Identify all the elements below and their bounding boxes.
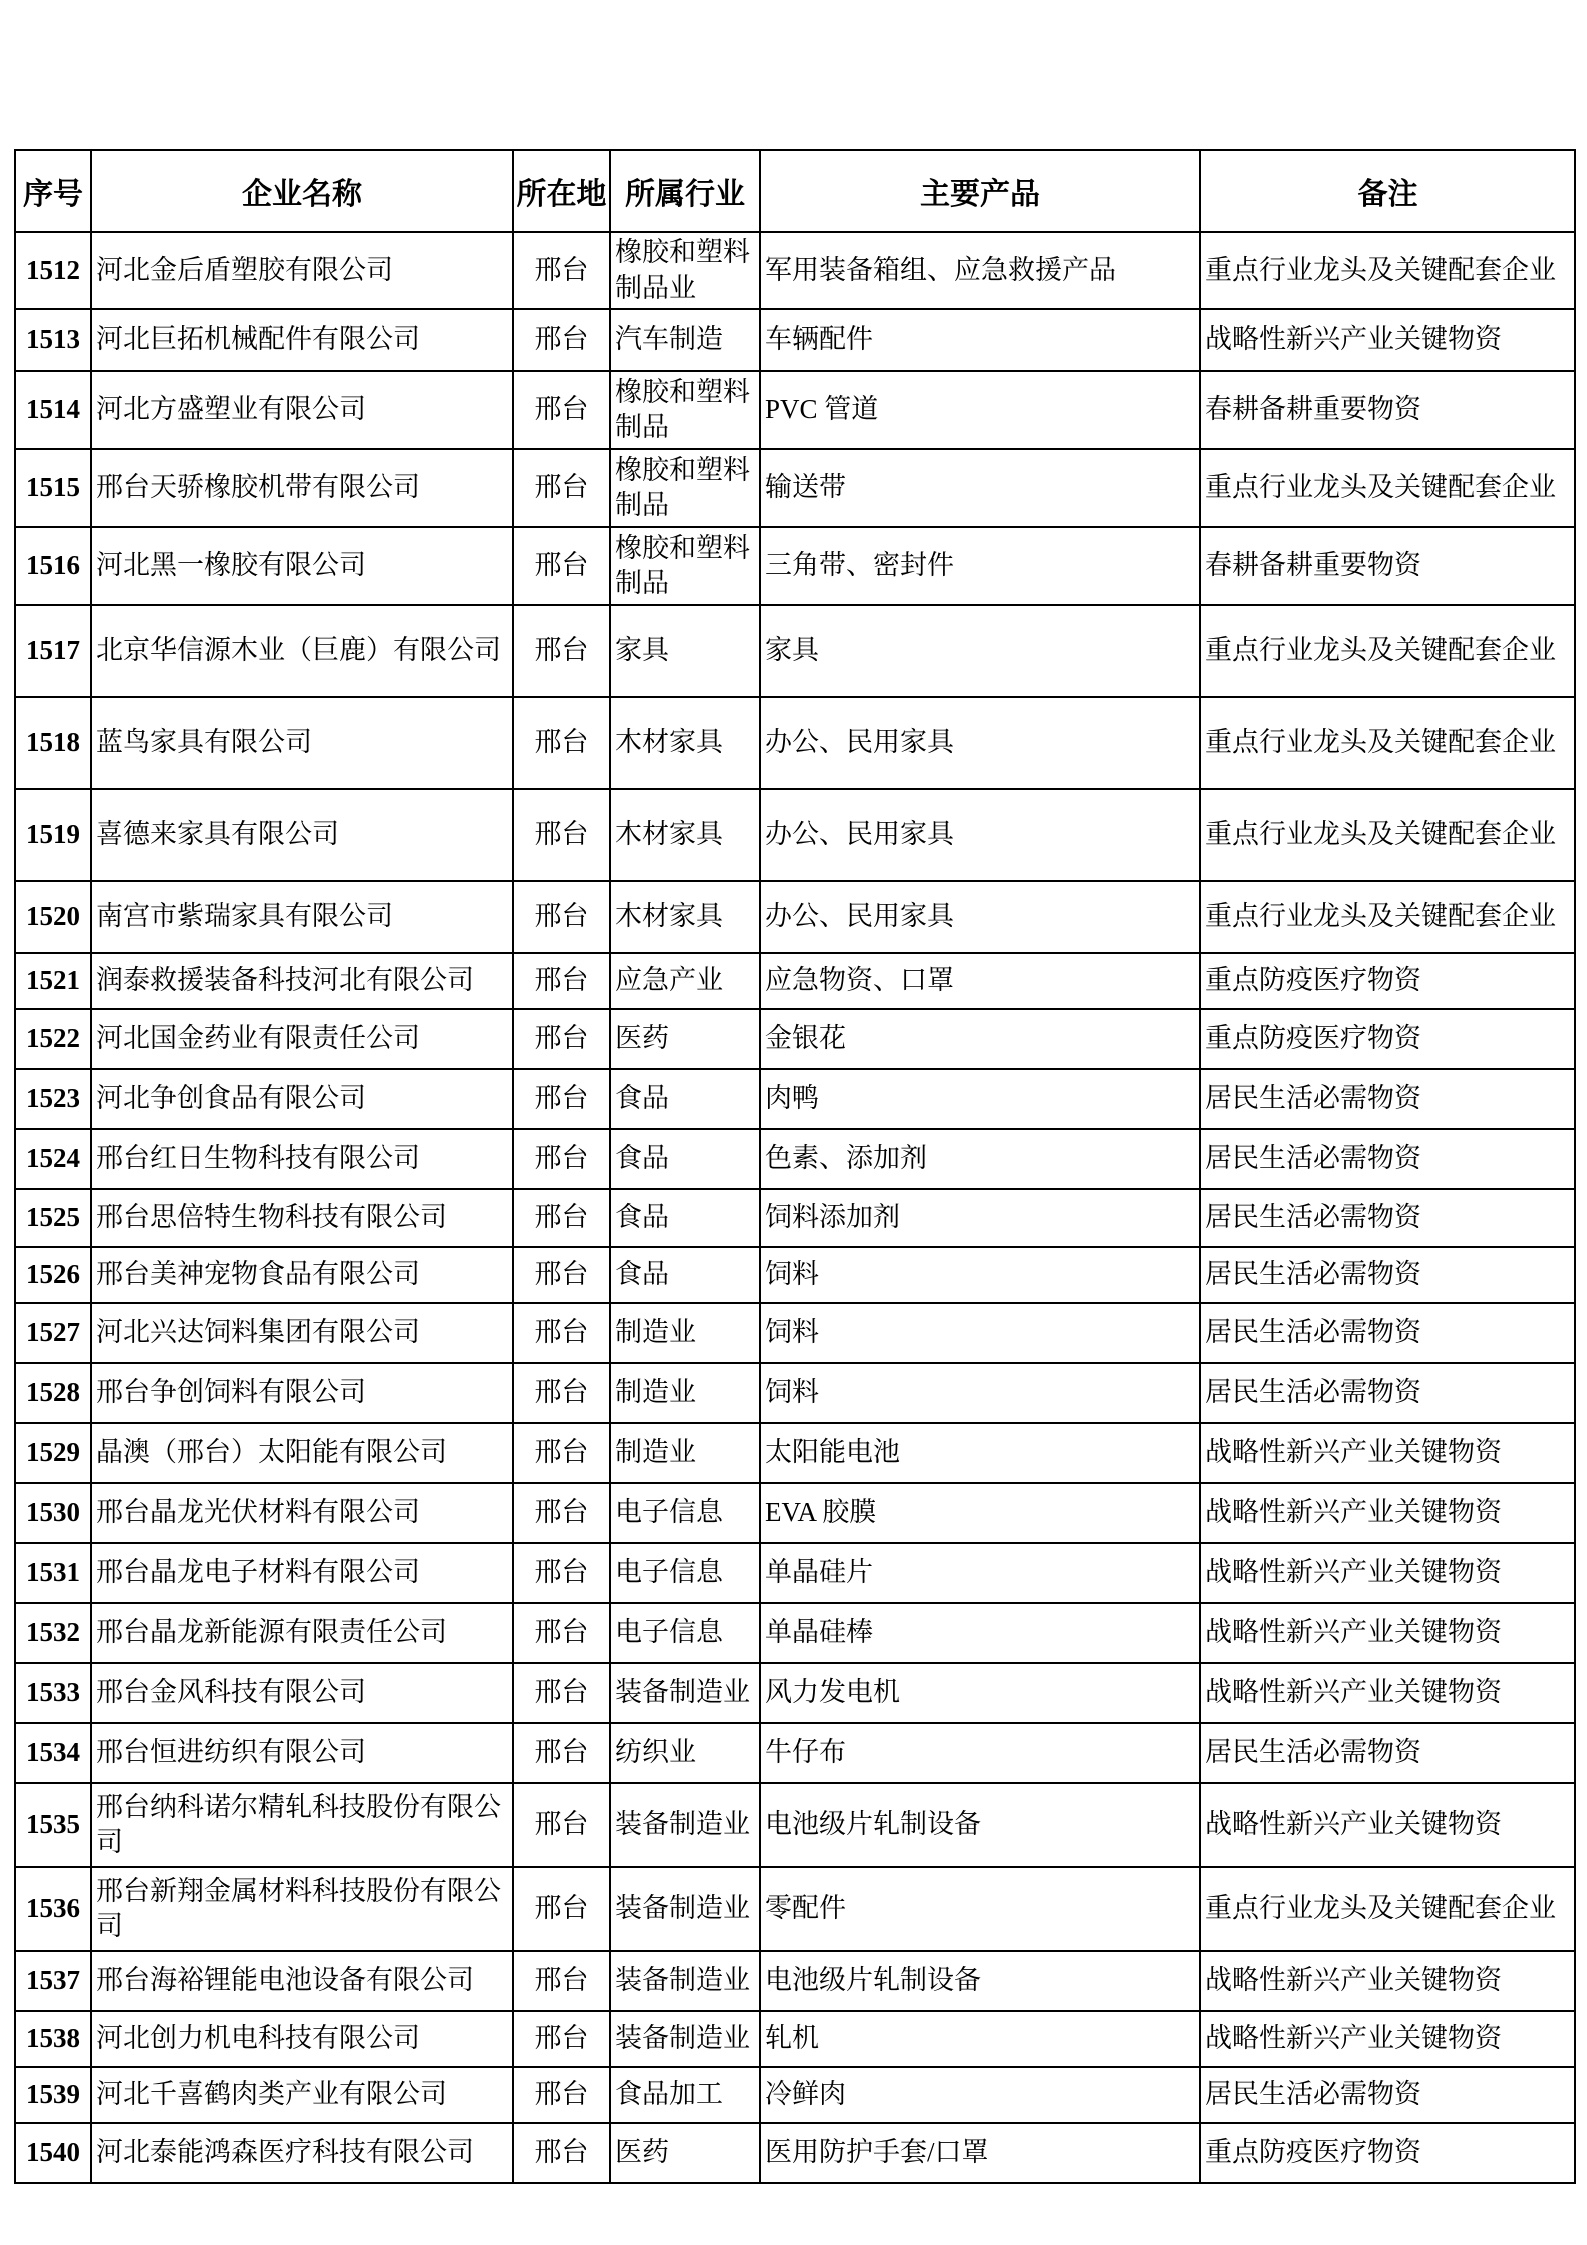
table-row [15, 232, 1575, 309]
table-row [15, 1723, 1575, 1783]
cell-industry: 装备制造业 [610, 1783, 760, 1867]
cell-no: 1537 [15, 1951, 91, 2011]
cell-name: 邢台晶龙电子材料有限公司 [91, 1543, 513, 1603]
cell-no: 1532 [15, 1603, 91, 1663]
cell-location: 邢台 [513, 449, 610, 527]
cell-location: 邢台 [513, 1951, 610, 2011]
table-row [15, 1363, 1575, 1423]
table-row [15, 953, 1575, 1009]
cell-industry: 橡胶和塑料制品 [610, 527, 760, 605]
cell-location: 邢台 [513, 605, 610, 697]
cell-location: 邢台 [513, 1483, 610, 1543]
cell-name: 邢台纳科诺尔精轧科技股份有限公司 [91, 1783, 513, 1867]
column-header-products: 主要产品 [760, 150, 1200, 232]
cell-no: 1525 [15, 1189, 91, 1247]
cell-industry: 食品加工 [610, 2067, 760, 2123]
cell-name: 河北创力机电科技有限公司 [91, 2011, 513, 2067]
cell-industry: 汽车制造 [610, 309, 760, 371]
table-row [15, 2123, 1575, 2183]
cell-remark: 战略性新兴产业关键物资 [1200, 1951, 1575, 2011]
table-body [15, 232, 1575, 2183]
cell-location: 邢台 [513, 881, 610, 953]
cell-no: 1515 [15, 449, 91, 527]
cell-location: 邢台 [513, 371, 610, 449]
cell-name: 南宫市紫瑞家具有限公司 [91, 881, 513, 953]
table-row [15, 1663, 1575, 1723]
cell-location: 邢台 [513, 309, 610, 371]
cell-name: 邢台争创饲料有限公司 [91, 1363, 513, 1423]
cell-industry: 纺织业 [610, 1723, 760, 1783]
cell-name: 喜德来家具有限公司 [91, 789, 513, 881]
table-row [15, 1247, 1575, 1303]
table-row [15, 371, 1575, 449]
cell-remark: 重点行业龙头及关键配套企业 [1200, 789, 1575, 881]
cell-industry: 橡胶和塑料制品 [610, 371, 760, 449]
cell-remark: 战略性新兴产业关键物资 [1200, 1783, 1575, 1867]
table-row [15, 527, 1575, 605]
cell-location: 邢台 [513, 789, 610, 881]
table-row [15, 697, 1575, 789]
cell-remark: 战略性新兴产业关键物资 [1200, 2011, 1575, 2067]
cell-products: 金银花 [760, 1009, 1200, 1069]
cell-no: 1534 [15, 1723, 91, 1783]
cell-location: 邢台 [513, 1189, 610, 1247]
column-header-industry: 所属行业 [610, 150, 760, 232]
cell-no: 1513 [15, 309, 91, 371]
cell-remark: 战略性新兴产业关键物资 [1200, 1543, 1575, 1603]
table-row [15, 1543, 1575, 1603]
cell-location: 邢台 [513, 1663, 610, 1723]
table-row [15, 449, 1575, 527]
cell-industry: 医药 [610, 1009, 760, 1069]
cell-industry: 木材家具 [610, 789, 760, 881]
cell-location: 邢台 [513, 697, 610, 789]
column-header-location: 所在地 [513, 150, 610, 232]
cell-no: 1521 [15, 953, 91, 1009]
cell-remark: 春耕备耕重要物资 [1200, 527, 1575, 605]
cell-name: 邢台金风科技有限公司 [91, 1663, 513, 1723]
cell-industry: 木材家具 [610, 697, 760, 789]
cell-industry: 电子信息 [610, 1483, 760, 1543]
cell-name: 蓝鸟家具有限公司 [91, 697, 513, 789]
cell-products: 三角带、密封件 [760, 527, 1200, 605]
cell-remark: 战略性新兴产业关键物资 [1200, 1603, 1575, 1663]
table-row [15, 1867, 1575, 1951]
cell-products: 饲料添加剂 [760, 1189, 1200, 1247]
cell-remark: 重点行业龙头及关键配套企业 [1200, 449, 1575, 527]
column-header-no: 序号 [15, 150, 91, 232]
cell-location: 邢台 [513, 1247, 610, 1303]
column-header-name: 企业名称 [91, 150, 513, 232]
cell-location: 邢台 [513, 1363, 610, 1423]
cell-remark: 战略性新兴产业关键物资 [1200, 1423, 1575, 1483]
table-row [15, 1783, 1575, 1867]
cell-name: 邢台晶龙光伏材料有限公司 [91, 1483, 513, 1543]
cell-products: 饲料 [760, 1303, 1200, 1363]
cell-remark: 重点行业龙头及关键配套企业 [1200, 232, 1575, 309]
cell-remark: 居民生活必需物资 [1200, 1723, 1575, 1783]
cell-remark: 重点防疫医疗物资 [1200, 1009, 1575, 1069]
cell-name: 河北巨拓机械配件有限公司 [91, 309, 513, 371]
cell-no: 1519 [15, 789, 91, 881]
cell-location: 邢台 [513, 1009, 610, 1069]
cell-remark: 居民生活必需物资 [1200, 1189, 1575, 1247]
cell-location: 邢台 [513, 2011, 610, 2067]
cell-no: 1516 [15, 527, 91, 605]
cell-industry: 制造业 [610, 1303, 760, 1363]
cell-no: 1512 [15, 232, 91, 309]
cell-industry: 食品 [610, 1129, 760, 1189]
table-row [15, 1423, 1575, 1483]
cell-name: 河北争创食品有限公司 [91, 1069, 513, 1129]
cell-products: 家具 [760, 605, 1200, 697]
table-row [15, 2067, 1575, 2123]
cell-products: 风力发电机 [760, 1663, 1200, 1723]
cell-remark: 重点防疫医疗物资 [1200, 953, 1575, 1009]
cell-name: 邢台天骄橡胶机带有限公司 [91, 449, 513, 527]
cell-industry: 橡胶和塑料制品 [610, 449, 760, 527]
cell-products: 输送带 [760, 449, 1200, 527]
cell-no: 1530 [15, 1483, 91, 1543]
cell-location: 邢台 [513, 1783, 610, 1867]
cell-no: 1514 [15, 371, 91, 449]
cell-products: 办公、民用家具 [760, 789, 1200, 881]
cell-remark: 居民生活必需物资 [1200, 1303, 1575, 1363]
cell-location: 邢台 [513, 1723, 610, 1783]
table-row [15, 1129, 1575, 1189]
cell-name: 邢台美神宠物食品有限公司 [91, 1247, 513, 1303]
cell-remark: 战略性新兴产业关键物资 [1200, 1663, 1575, 1723]
cell-location: 邢台 [513, 1303, 610, 1363]
cell-industry: 应急产业 [610, 953, 760, 1009]
table-row [15, 1483, 1575, 1543]
cell-no: 1523 [15, 1069, 91, 1129]
cell-no: 1526 [15, 1247, 91, 1303]
cell-name: 河北方盛塑业有限公司 [91, 371, 513, 449]
cell-industry: 装备制造业 [610, 1951, 760, 2011]
cell-remark: 居民生活必需物资 [1200, 1247, 1575, 1303]
cell-name: 邢台新翔金属材料科技股份有限公司 [91, 1867, 513, 1951]
cell-industry: 制造业 [610, 1423, 760, 1483]
cell-location: 邢台 [513, 1069, 610, 1129]
cell-name: 河北兴达饲料集团有限公司 [91, 1303, 513, 1363]
cell-no: 1533 [15, 1663, 91, 1723]
cell-industry: 装备制造业 [610, 1867, 760, 1951]
document-page [14, 149, 1576, 2184]
cell-products: 冷鲜肉 [760, 2067, 1200, 2123]
table-row [15, 1189, 1575, 1247]
cell-products: 牛仔布 [760, 1723, 1200, 1783]
cell-no: 1524 [15, 1129, 91, 1189]
cell-products: 肉鸭 [760, 1069, 1200, 1129]
cell-no: 1518 [15, 697, 91, 789]
cell-name: 邢台海裕锂能电池设备有限公司 [91, 1951, 513, 2011]
table-row [15, 789, 1575, 881]
cell-industry: 制造业 [610, 1363, 760, 1423]
table-row [15, 1009, 1575, 1069]
cell-no: 1538 [15, 2011, 91, 2067]
cell-name: 河北泰能鸿森医疗科技有限公司 [91, 2123, 513, 2183]
cell-products: 车辆配件 [760, 309, 1200, 371]
cell-remark: 重点行业龙头及关键配套企业 [1200, 881, 1575, 953]
table-row [15, 2011, 1575, 2067]
cell-products: 医用防护手套/口罩 [760, 2123, 1200, 2183]
cell-remark: 战略性新兴产业关键物资 [1200, 309, 1575, 371]
cell-no: 1539 [15, 2067, 91, 2123]
cell-industry: 医药 [610, 2123, 760, 2183]
table-row [15, 1951, 1575, 2011]
cell-name: 邢台红日生物科技有限公司 [91, 1129, 513, 1189]
cell-no: 1536 [15, 1867, 91, 1951]
cell-industry: 食品 [610, 1247, 760, 1303]
cell-name: 河北千喜鹤肉类产业有限公司 [91, 2067, 513, 2123]
cell-name: 润泰救援装备科技河北有限公司 [91, 953, 513, 1009]
cell-products: 零配件 [760, 1867, 1200, 1951]
table-row [15, 605, 1575, 697]
cell-no: 1522 [15, 1009, 91, 1069]
cell-name: 邢台恒进纺织有限公司 [91, 1723, 513, 1783]
cell-name: 河北黑一橡胶有限公司 [91, 527, 513, 605]
cell-no: 1529 [15, 1423, 91, 1483]
cell-industry: 装备制造业 [610, 1663, 760, 1723]
cell-no: 1527 [15, 1303, 91, 1363]
cell-industry: 装备制造业 [610, 2011, 760, 2067]
cell-remark: 重点行业龙头及关键配套企业 [1200, 697, 1575, 789]
cell-remark: 战略性新兴产业关键物资 [1200, 1483, 1575, 1543]
cell-remark: 重点行业龙头及关键配套企业 [1200, 605, 1575, 697]
cell-location: 邢台 [513, 1543, 610, 1603]
cell-products: 色素、添加剂 [760, 1129, 1200, 1189]
cell-location: 邢台 [513, 232, 610, 309]
enterprise-table [14, 149, 1576, 2184]
cell-products: 办公、民用家具 [760, 697, 1200, 789]
cell-products: 单晶硅棒 [760, 1603, 1200, 1663]
cell-name: 邢台思倍特生物科技有限公司 [91, 1189, 513, 1247]
cell-location: 邢台 [513, 1129, 610, 1189]
cell-industry: 家具 [610, 605, 760, 697]
cell-name: 邢台晶龙新能源有限责任公司 [91, 1603, 513, 1663]
cell-industry: 电子信息 [610, 1543, 760, 1603]
cell-no: 1531 [15, 1543, 91, 1603]
cell-products: 饲料 [760, 1363, 1200, 1423]
cell-industry: 橡胶和塑料制品业 [610, 232, 760, 309]
cell-remark: 春耕备耕重要物资 [1200, 371, 1575, 449]
column-header-remark: 备注 [1200, 150, 1575, 232]
cell-products: 轧机 [760, 2011, 1200, 2067]
cell-products: 电池级片轧制设备 [760, 1783, 1200, 1867]
cell-location: 邢台 [513, 1603, 610, 1663]
table-row [15, 1303, 1575, 1363]
cell-industry: 食品 [610, 1189, 760, 1247]
cell-products: 军用装备箱组、应急救援产品 [760, 232, 1200, 309]
cell-location: 邢台 [513, 1867, 610, 1951]
cell-products: PVC 管道 [760, 371, 1200, 449]
cell-products: 单晶硅片 [760, 1543, 1200, 1603]
cell-products: 应急物资、口罩 [760, 953, 1200, 1009]
table-row [15, 1069, 1575, 1129]
cell-name: 河北金后盾塑胶有限公司 [91, 232, 513, 309]
cell-location: 邢台 [513, 1423, 610, 1483]
cell-name: 晶澳（邢台）太阳能有限公司 [91, 1423, 513, 1483]
cell-no: 1517 [15, 605, 91, 697]
cell-products: EVA 胶膜 [760, 1483, 1200, 1543]
cell-name: 北京华信源木业（巨鹿）有限公司 [91, 605, 513, 697]
cell-remark: 居民生活必需物资 [1200, 1363, 1575, 1423]
cell-name: 河北国金药业有限责任公司 [91, 1009, 513, 1069]
cell-no: 1540 [15, 2123, 91, 2183]
cell-products: 太阳能电池 [760, 1423, 1200, 1483]
cell-no: 1535 [15, 1783, 91, 1867]
cell-no: 1520 [15, 881, 91, 953]
table-row [15, 309, 1575, 371]
cell-products: 电池级片轧制设备 [760, 1951, 1200, 2011]
cell-industry: 木材家具 [610, 881, 760, 953]
cell-products: 饲料 [760, 1247, 1200, 1303]
table-row [15, 881, 1575, 953]
cell-remark: 重点行业龙头及关键配套企业 [1200, 1867, 1575, 1951]
cell-products: 办公、民用家具 [760, 881, 1200, 953]
cell-no: 1528 [15, 1363, 91, 1423]
cell-remark: 居民生活必需物资 [1200, 1129, 1575, 1189]
cell-remark: 居民生活必需物资 [1200, 1069, 1575, 1129]
table-row [15, 1603, 1575, 1663]
cell-location: 邢台 [513, 2067, 610, 2123]
cell-location: 邢台 [513, 953, 610, 1009]
cell-industry: 食品 [610, 1069, 760, 1129]
cell-location: 邢台 [513, 2123, 610, 2183]
cell-industry: 电子信息 [610, 1603, 760, 1663]
cell-remark: 居民生活必需物资 [1200, 2067, 1575, 2123]
header-row [15, 150, 1575, 232]
cell-remark: 重点防疫医疗物资 [1200, 2123, 1575, 2183]
cell-location: 邢台 [513, 527, 610, 605]
